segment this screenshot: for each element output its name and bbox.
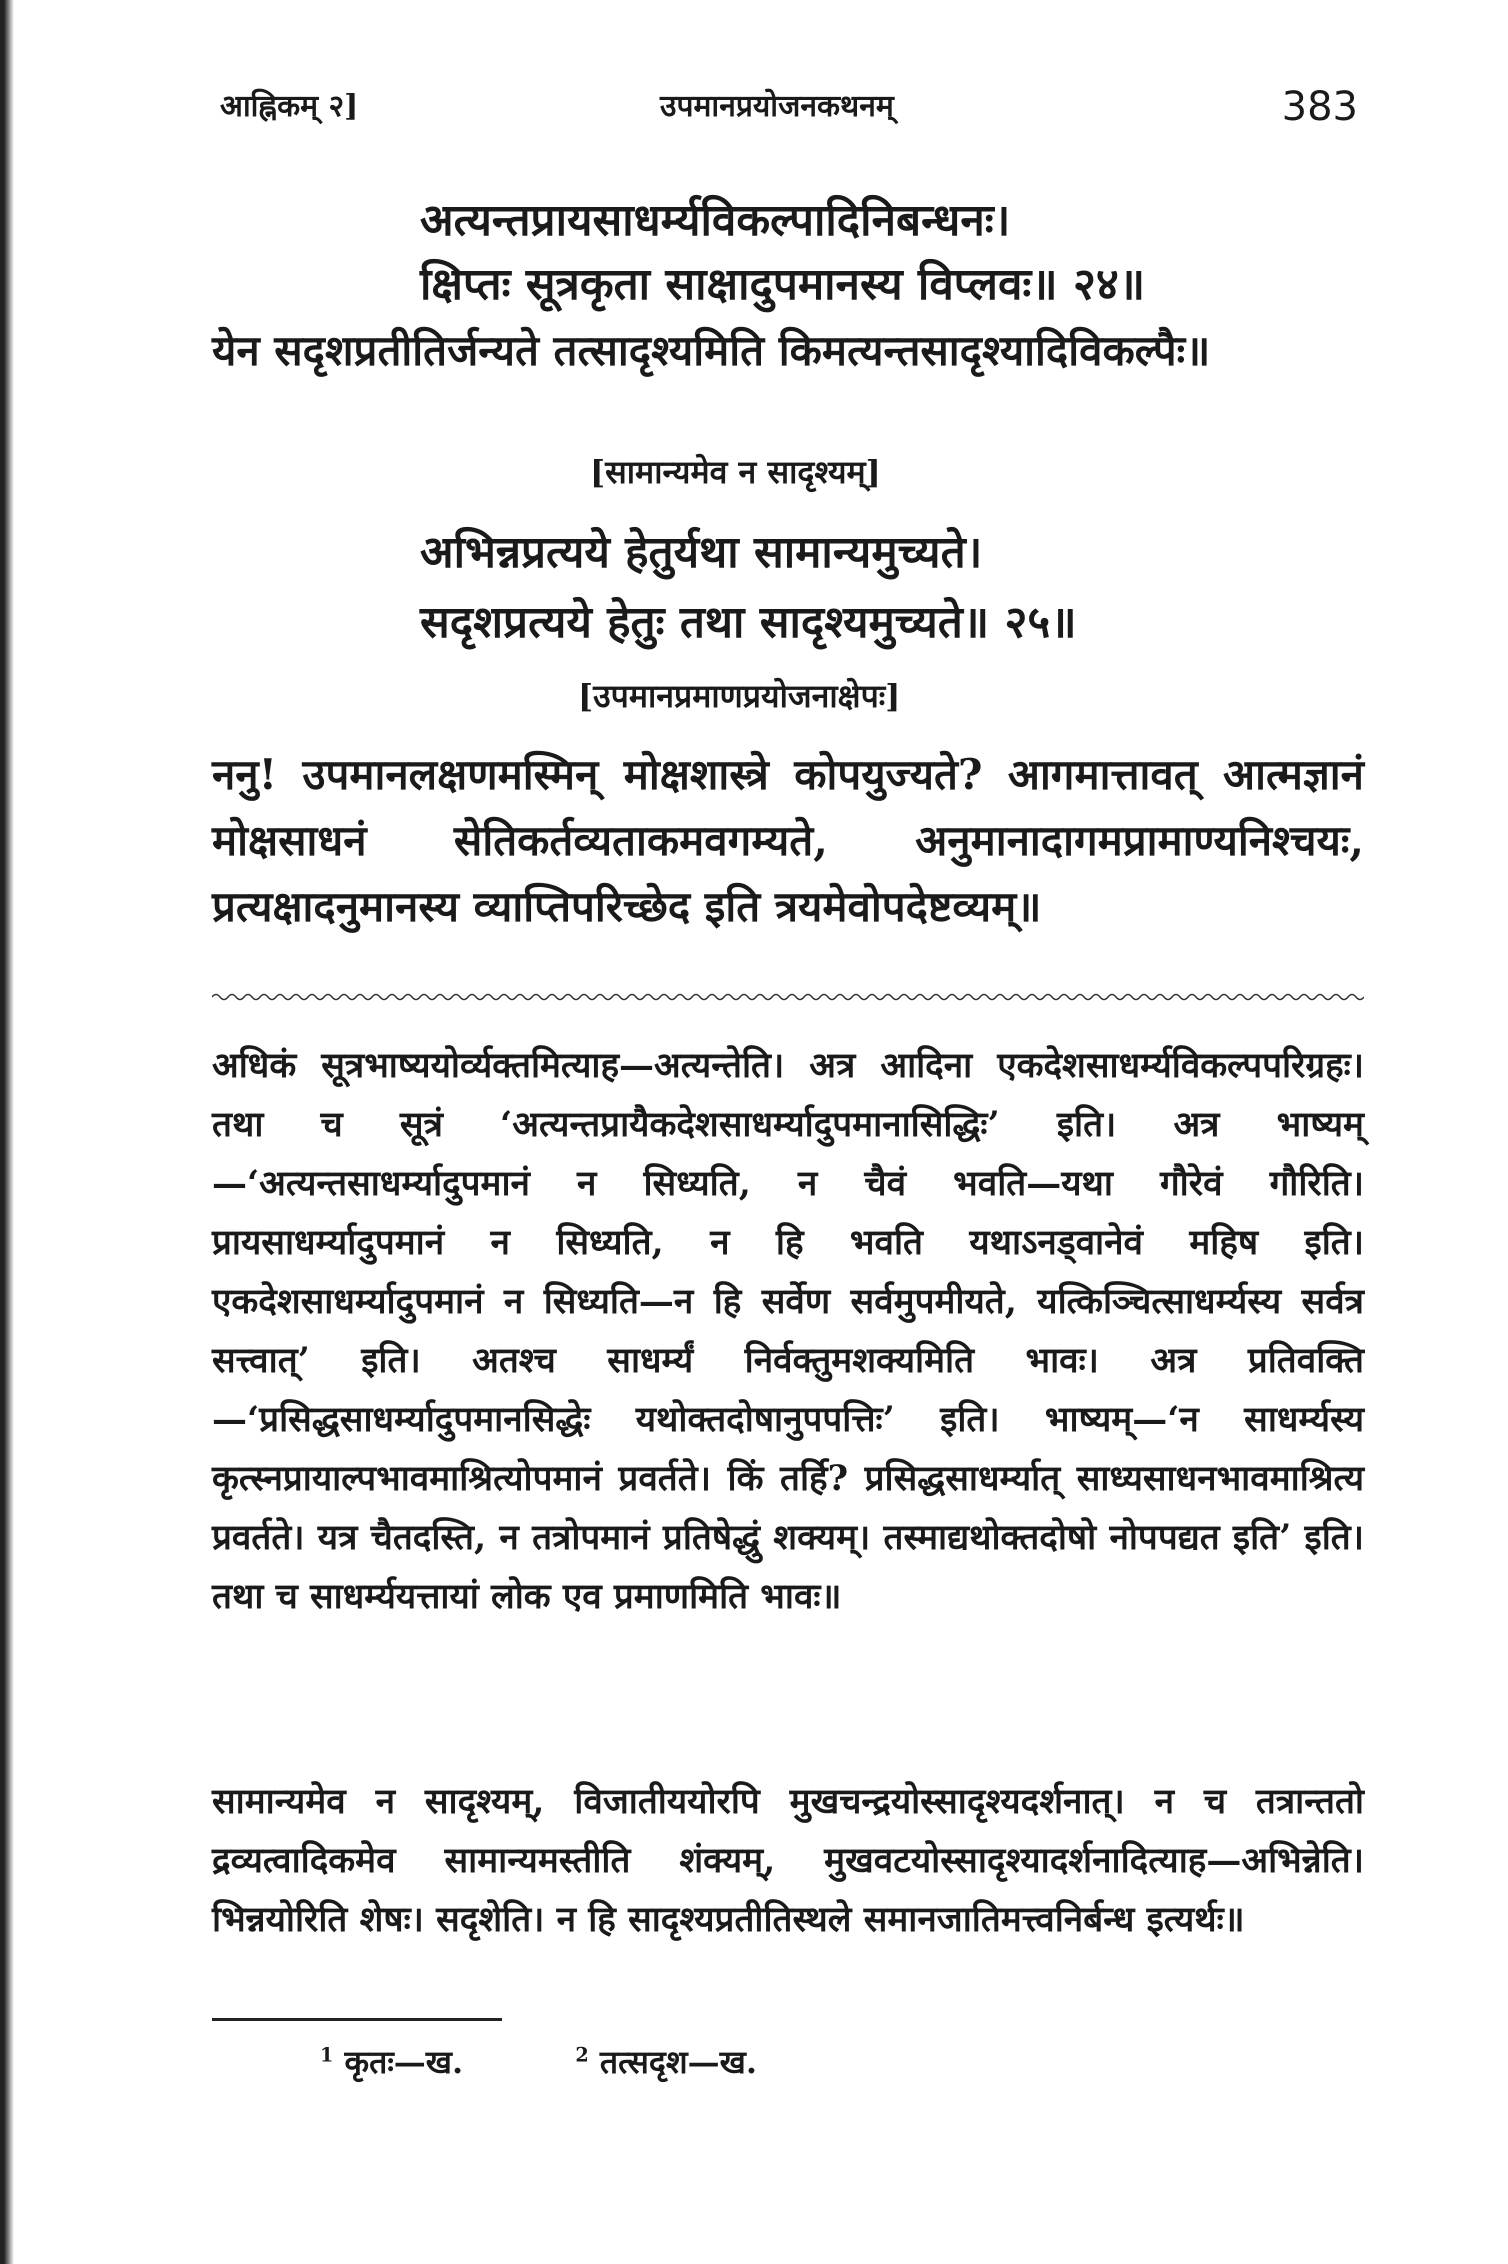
footnote-1-text: कृतः—ख.: [344, 2043, 464, 2081]
chapter-marker: आह्निकम् २]: [220, 89, 359, 124]
verse-25-line-1: अभिन्नप्रत्यये हेतुर्यथा सामान्यमुच्यते।: [420, 527, 983, 578]
binding-edge: [0, 0, 14, 2264]
verse-24-line-1: अत्यन्तप्रायसाधर्म्यविकल्पादिनिबन्धनः।: [420, 195, 1011, 246]
footnote-rule: [212, 2018, 502, 2021]
commentary-paragraph-1: अधिकं सूत्रभाष्ययोर्व्यक्तमित्याह—अत्यन्तेति। अत्र आदिना एकदेशसाधर्म्यविकल्पपरिग्रहः। तथा च सूत्रं ‘अत्यन्तप्रायैकदेशसाधर्म्यादुपमानासिद्धिः’ इति। अत्र भाष्यम्—‘अत्यन्तसाधर्म्यादुपमानं न सिध्यति, न चैवं भवति—यथा गौरेवं गौरिति। प्रायसाधर्म्यादुपमानं न सिध्यति, न हि भवति यथाऽनड्वानेवं महिष इति। एकदेशसाधर्म्यादुपमानं न सिध्यति—न हि सर्वेण सर्वमुपमीयते, यत्किञ्चित्साधर्म्यस्य सर्वत्र सत्त्वात्’ इति। अतश्च साधर्म्यं निर्वक्तुमशक्यमिति भावः। अत्र प्रतिवक्ति—‘प्रसिद्धसाधर्म्यादुपमानसिद्धेः यथोक्तदोषानुपपत्तिः’ इति। भाष्यम्—‘न साधर्म्यस्य कृत्स्नप्रायाल्पभावमाश्रित्योपमानं प्रवर्तते। किं तर्हि? प्रसिद्धसाधर्म्यात् साध्यसाधनभावमाश्रित्य प्रवर्तते। यत्र चैतदस्ति, न तत्रोपमानं प्रतिषेद्धुं शक्यम्। तस्माद्यथोक्तदोषो नोपपद्यत इति’ इति। तथा च साधर्म्ययत्तायां लोक एव प्रमाणमिति भावः॥: [212, 1045, 1364, 1617]
prose-paragraph-2: ननु! उपमानलक्षणमस्मिन् मोक्षशास्त्रे कोपयुज्यते? आगमात्तावत् आत्मज्ञानं मोक्षसाधनं सेतिकर्तव्यताकमवगम्यते, अनुमानादागमप्रामाण्यनिश्चयः, प्रत्यक्षादनुमानस्य व्याप्तिपरिच्छेद इति त्रयमेवोपदेष्टव्यम्॥: [212, 750, 1364, 931]
footnote-2-text: तत्सदृश—ख.: [599, 2043, 757, 2081]
verse-25-line-2: सदृशप्रत्यये हेतुः तथा सादृश्यमुच्यते॥ २५॥: [420, 597, 1077, 648]
running-header: [220, 84, 1358, 144]
page-number: 383: [1281, 84, 1358, 130]
wavy-divider: [212, 992, 1364, 1002]
commentary-paragraph-2: सामान्यमेव न सादृश्यम्, विजातीययोरपि मुखचन्द्रयोस्सादृश्यदर्शनात्। न च तत्रान्ततो द्रव्यत्वादिकमेव सामान्यमस्तीति शंक्यम्, मुखवटयोस्सादृश्यादर्शनादित्याह—अभिन्नेति। भिन्नयोरिति शेषः। सदृशेति। न हि सादृश्यप्रतीतिस्थले समानजातिमत्त्वनिर्बन्ध इत्यर्थः॥: [212, 1781, 1364, 1940]
section-heading-samanya: [सामान्यमेव न सादृश्यम्]: [590, 453, 881, 491]
verse-24-line-2: क्षिप्तः सूत्रकृता साक्षादुपमानस्य विप्लवः॥ २४॥: [420, 259, 1146, 310]
section-heading-upamana: [उपमानप्रमाणप्रयोजनाक्षेपः]: [578, 677, 901, 715]
footnote-1-mark: 1: [320, 2043, 334, 2067]
footnote-2-mark: 2: [575, 2043, 589, 2067]
prose-paragraph-1: येन सदृशप्रतीतिर्जन्यते तत्सादृश्यमिति किमत्यन्तसादृश्यादिविकल्पैः॥: [212, 326, 1211, 375]
footnotes: [320, 2040, 757, 2083]
section-title: उपमानप्रयोजनकथनम्: [660, 89, 894, 124]
